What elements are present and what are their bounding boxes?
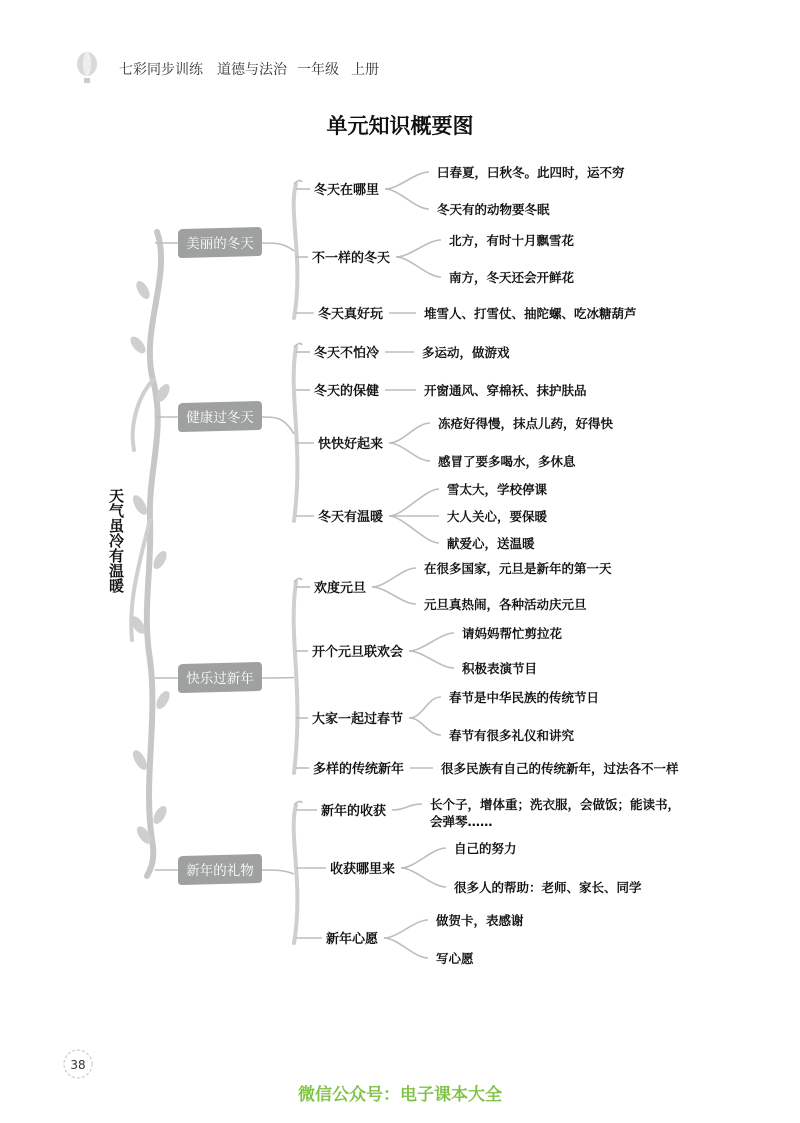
point-label: 在很多国家，元旦是新年的第一天: [424, 561, 612, 576]
topic-label: 冬天不怕冷: [314, 346, 380, 361]
point-label: 多运动，做游戏: [422, 345, 510, 360]
point-label: 很多民族有自己的传统新年，过法各不一样: [441, 761, 679, 776]
topic-node: [296, 626, 563, 676]
header-grade: 一年级: [297, 62, 339, 78]
topic-stem: [294, 347, 298, 521]
topic-label: 欢度元旦: [314, 581, 367, 596]
point-label: 堆雪人、打雪仗、抽陀螺、吃冰糖葫芦: [424, 306, 637, 321]
balloon-logo-icon: [77, 52, 97, 83]
point-label: 曰春夏，曰秋冬。此四时，运不穷: [437, 165, 625, 180]
point-label: 春节是中华民族的传统节日: [449, 690, 600, 705]
topic-node: [296, 690, 599, 743]
header-subject: 道德与法治: [217, 62, 287, 78]
point-label: 写心愿: [436, 951, 474, 966]
point-label: 南方，冬天还会开鲜花: [449, 270, 575, 285]
topic-label: 冬天在哪里: [314, 183, 380, 198]
point-label: 雪太大，学校停课: [447, 482, 548, 497]
point-label: 感冒了要多喝水，多休息: [438, 454, 576, 469]
topic-node: [296, 482, 548, 551]
topic-node: [296, 913, 524, 966]
point-label: 请妈妈帮忙剪拉花: [462, 626, 563, 641]
point-label: 元旦真热闹，各种活动庆元旦: [424, 597, 587, 612]
topic-stem: [294, 582, 298, 773]
topic-node: [296, 383, 587, 399]
topic-node: [296, 345, 510, 361]
topic-label: 新年的收获: [321, 804, 387, 819]
point-label: 长个子，增体重；洗衣服，会做饭；能读书，会弹琴……: [430, 797, 681, 829]
page-header: [77, 52, 379, 83]
point-label: 献爱心，送温暖: [447, 536, 535, 551]
topic-label: 快快好起来: [318, 437, 384, 452]
root-topic: 天气虽冷有温暖: [107, 488, 125, 593]
topic-node: [296, 306, 637, 322]
page-title: 单元知识概要图: [326, 113, 474, 138]
topic-label: 冬天真好玩: [318, 307, 384, 322]
topic-node: [296, 416, 614, 469]
topic-label: 开个元旦联欢会: [312, 645, 404, 660]
point-label: 北方，有时十月飘雪花: [449, 233, 575, 248]
header-volume: 上册: [351, 62, 379, 78]
topic-label: 新年心愿: [326, 932, 379, 947]
topic-node: [296, 561, 612, 612]
point-label: 做贺卡，表感谢: [436, 913, 524, 928]
topic-label: 不一样的冬天: [312, 251, 391, 266]
topic-label: 收获哪里来: [330, 862, 396, 877]
category-3: [155, 561, 679, 777]
footer-watermark: 微信公众号：电子课本大全: [298, 1085, 502, 1105]
topic-node: [296, 797, 680, 829]
category-label: 新年的礼物: [186, 863, 254, 879]
topic-node: [296, 761, 679, 777]
point-label: 很多人的帮助：老师、家长、同学: [454, 880, 642, 895]
point-label: 春节有很多礼仪和讲究: [449, 728, 575, 743]
topic-label: 多样的传统新年: [313, 762, 405, 777]
page-number: 38: [70, 1058, 86, 1072]
category-label: 快乐过新年: [186, 671, 254, 687]
category-2: [155, 343, 614, 551]
page-number-badge: [64, 1050, 92, 1078]
category-label: 健康过冬天: [186, 410, 254, 426]
point-label: 自己的努力: [454, 841, 517, 856]
category-group: [155, 165, 680, 966]
category-label: 美丽的冬天: [186, 236, 254, 252]
category-4: [155, 797, 680, 966]
header-series: 七彩同步训练: [119, 62, 203, 78]
category-1: [155, 165, 637, 322]
topic-stem: [294, 184, 298, 318]
point-label: 积极表演节目: [462, 661, 538, 676]
topic-label: 冬天有温暖: [318, 510, 384, 525]
topic-node: [296, 165, 625, 217]
topic-stem: [294, 805, 298, 943]
topic-label: 大家一起过春节: [312, 712, 404, 727]
point-label: 开窗通风、穿棉袄、抹护肤品: [424, 383, 587, 398]
point-label: 冻疮好得慢，抹点儿药，好得快: [438, 416, 614, 431]
point-label: 冬天有的动物要冬眠: [437, 202, 550, 217]
topic-node: [296, 841, 642, 895]
topic-label: 冬天的保健: [314, 384, 380, 399]
point-label: 大人关心，要保暖: [447, 509, 548, 524]
topic-node: [296, 233, 575, 285]
